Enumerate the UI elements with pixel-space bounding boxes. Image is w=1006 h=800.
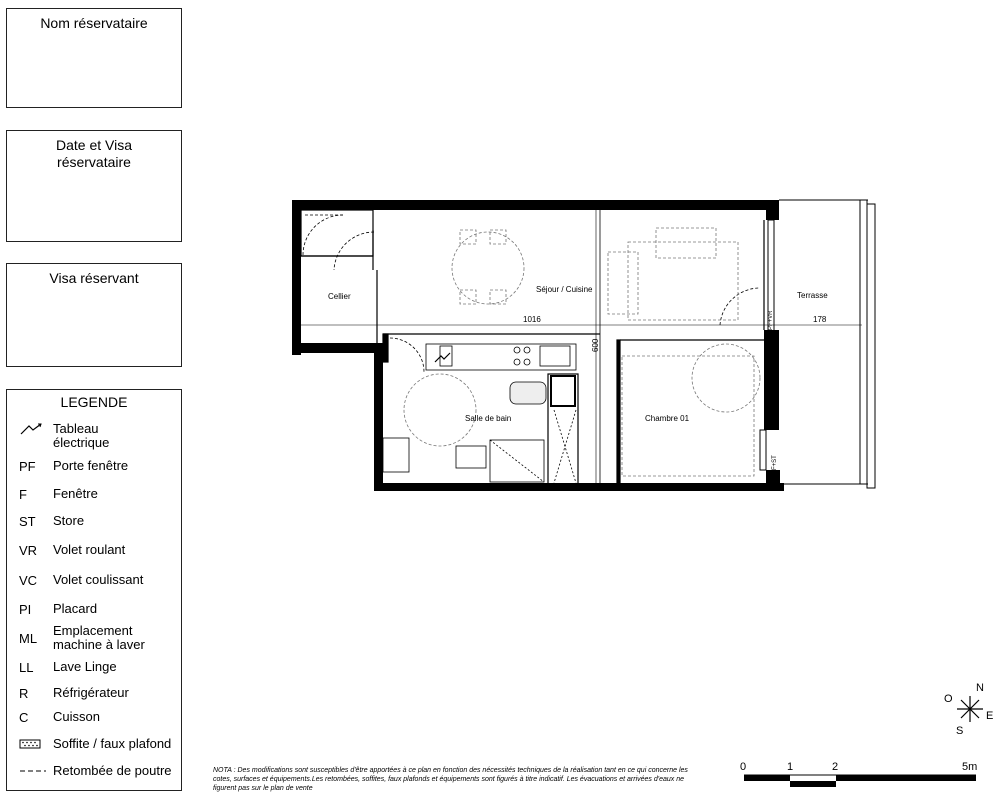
dim-label-1016: 1016 bbox=[523, 315, 541, 324]
scale-0: 0 bbox=[740, 761, 747, 773]
tag-fst: F+ST bbox=[772, 455, 778, 470]
date-visa-title: Date et Visa réservataire bbox=[55, 137, 132, 170]
legend-label: Porte fenêtre bbox=[53, 458, 129, 473]
room-label-sdb: Salle de bain bbox=[465, 414, 512, 423]
room-label-sejour: Séjour / Cuisine bbox=[536, 285, 593, 294]
compass-e: E bbox=[986, 710, 994, 722]
legend-label: Volet coulissant bbox=[53, 572, 144, 587]
legend: LEGENDE Tableau électrique PF Porte fenêtre F Fenêtre ST Store VR Volet roulant VC Volet coulissant PI Placard ML Emplacement machine à laver LL Lave Linge R Réfrigérateur C Cuisson Soffite / faux plafond Retombée de poutre bbox=[6, 389, 182, 791]
legend-label: Retombée de poutre bbox=[53, 763, 172, 778]
legend-label: Placard bbox=[53, 601, 98, 616]
tableau-electrique-icon bbox=[435, 353, 450, 362]
compass-rose bbox=[938, 680, 998, 740]
legend-label: Cuisson bbox=[53, 709, 100, 724]
legend-label: Soffite / faux plafond bbox=[53, 736, 172, 751]
scale-5m: 5m bbox=[962, 761, 978, 773]
dim-label-600: 600 bbox=[591, 338, 600, 352]
compass-n: N bbox=[976, 682, 984, 694]
legend-label: Réfrigérateur bbox=[53, 685, 129, 700]
compass-s: S bbox=[956, 725, 964, 737]
legend-label: Emplacement machine à laver bbox=[53, 623, 145, 652]
scale-1: 1 bbox=[787, 761, 794, 773]
room-label-terrasse: Terrasse bbox=[797, 291, 828, 300]
nom-reservataire-title: Nom réservataire bbox=[40, 15, 148, 31]
visa-reservant-title: Visa réservant bbox=[49, 270, 139, 286]
scale-bar bbox=[730, 758, 990, 798]
legend-label: Lave Linge bbox=[53, 659, 117, 674]
bed bbox=[622, 344, 760, 476]
bathroom-fixtures bbox=[383, 374, 576, 483]
tag-pfvr: PF+VR bbox=[768, 310, 774, 330]
exterior-walls bbox=[292, 200, 784, 491]
legend-label: Fenêtre bbox=[53, 486, 98, 501]
living-furniture bbox=[608, 228, 738, 320]
dim-label-178: 178 bbox=[813, 315, 827, 324]
legend-title: LEGENDE bbox=[60, 394, 128, 410]
room-label-chambre: Chambre 01 bbox=[645, 414, 690, 423]
room-label-cellier: Cellier bbox=[328, 292, 351, 301]
legend-label: Volet roulant bbox=[53, 542, 126, 557]
legend-label: Store bbox=[53, 513, 85, 528]
nota-text: NOTA : Des modifications sont susceptibles d'être apportées à ce plan en fonction des nécessités techniques de la réalisation tant en ce qui concerne les cotes, surfaces et équipements.Les retombées, soffites, faux plafonds et équipements sont figurés à titre indicatif. Les évacuations et arrivées d'eaux ne figurent pas sur le plan de vente bbox=[213, 767, 688, 792]
legend-label: Tableau électrique bbox=[53, 421, 110, 450]
compass-o: O bbox=[944, 693, 953, 705]
dining-table bbox=[452, 230, 524, 304]
scale-2: 2 bbox=[832, 761, 839, 773]
